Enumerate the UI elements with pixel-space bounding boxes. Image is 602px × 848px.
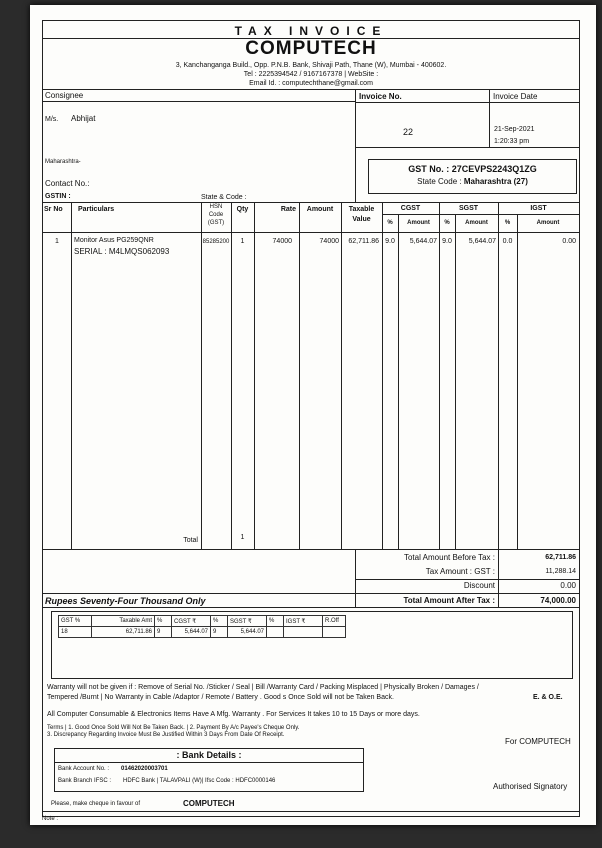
total-before-tax-label: Total Amount Before Tax : [403, 553, 495, 562]
col-igst-amt: Amount [536, 220, 560, 226]
invoice-no-label: Invoice No. [359, 92, 402, 101]
bank-title: : Bank Details : [176, 750, 242, 760]
row-sr: 1 [55, 238, 59, 245]
divider [71, 202, 72, 549]
invoice-date-label: Invoice Date [493, 92, 538, 101]
sum-cell [284, 627, 323, 638]
authorised-signatory: Authorised Signatory [493, 782, 568, 791]
row-igst-amt: 0.00 [562, 238, 576, 245]
divider [43, 593, 579, 594]
term-1: Terms | 1. Good Once Sold Will Not Be Taken Back. | 2. Payment By A/c Payee's Cheque Only. [47, 725, 300, 731]
bank-branch-label: Bank Branch IFSC : [58, 778, 112, 784]
divider [382, 202, 383, 549]
col-sgst: SGST [458, 205, 479, 212]
row-rate: 74000 [272, 238, 292, 245]
tax-amount-label: Tax Amount : GST : [425, 567, 495, 576]
amount-in-words: Rupees Seventy-Four Thousand Only [45, 596, 206, 606]
total-before-tax: 62,711.86 [545, 554, 576, 561]
row-serial: SERIAL : M4LMQS062093 [74, 247, 170, 256]
col-sgst-pct: % [444, 220, 450, 226]
divider [355, 147, 579, 148]
term-2: 3. Discrepancy Regarding Invoice Must Be Justified Within 3 Days From Date Of Receipt. [47, 732, 285, 738]
col-cgst: CGST [400, 205, 421, 212]
contact-label: Contact No.: [45, 179, 90, 188]
company-email: Email Id. : computechthane@gmail.com [249, 80, 373, 87]
invoice-time-value: 1:20:33 pm [494, 138, 530, 145]
divider [498, 202, 499, 549]
gstin-label: GSTIN : [45, 193, 71, 200]
sum-cell: 5,644.07 [228, 627, 267, 638]
divider [43, 101, 355, 102]
gst-no: GST No. : 27CEVPS2243Q1ZG [408, 164, 537, 174]
sum-head: IGST ₹ [284, 616, 323, 627]
state-code-label: State & Code : [201, 194, 247, 201]
divider [43, 89, 579, 90]
discount-value: 0.00 [560, 581, 576, 590]
tax-summary-box [51, 611, 573, 679]
bank-branch: HDFC Bank | TALAVPALI (W)| Ifsc Code : HDFC0000146 [123, 778, 276, 784]
col-igst: IGST [530, 205, 547, 212]
invoice-no-value: 22 [403, 127, 414, 137]
col-igst-pct: % [504, 220, 511, 226]
gst-box [368, 159, 577, 194]
cheque-note: Please, make cheque in favour of [51, 801, 141, 807]
divider [398, 214, 399, 549]
divider [299, 202, 300, 549]
bank-details-box [54, 748, 364, 792]
invoice-frame [42, 20, 580, 817]
document-title: TAX INVOICE [234, 24, 388, 38]
sum-cell [323, 627, 346, 638]
divider [517, 214, 518, 549]
cheque-company: COMPUTECH [183, 799, 235, 808]
consumables-note: All Computer Consumable & Electronics Items Have A Mfg. Warranty . For Services It takes 10 to 15 Days or more days. [47, 711, 420, 718]
for-company: For COMPUTECH [505, 737, 571, 746]
sum-head: % [211, 616, 228, 627]
tax-amount: 11,288.14 [545, 568, 576, 575]
sum-cell: 62,711.86 [92, 627, 155, 638]
divider [201, 202, 202, 549]
sum-head: % [267, 616, 284, 627]
row-item: Monitor Asus PG259QNR [74, 237, 154, 244]
eoe: E. & O.E. [533, 694, 563, 701]
col-taxable-1: Taxable [348, 206, 375, 213]
consignee-prefix: M/s. [45, 116, 59, 123]
sum-cell: 9 [155, 627, 172, 638]
divider [455, 214, 456, 549]
invoice-sheet [30, 5, 596, 825]
note-label: Note : [42, 816, 59, 822]
sum-head: SGST ₹ [228, 616, 267, 627]
col-cgst-pct: % [387, 220, 393, 226]
col-sgst-amt: Amount [465, 220, 488, 226]
col-qty: Qty [236, 206, 249, 213]
col-amount: Amount [306, 206, 334, 213]
col-hsn-1: HSN [209, 204, 223, 210]
total-after-tax: 74,000.00 [540, 596, 576, 605]
row-sgst-pct: 9.0 [442, 238, 452, 245]
bank-account: 01462020003701 [121, 766, 168, 772]
sum-head: CGST ₹ [172, 616, 211, 627]
row-cgst-pct: 9.0 [385, 238, 395, 245]
bank-account-label: Bank Account No. : [58, 766, 110, 772]
divider [341, 202, 342, 549]
col-rate: Rate [280, 206, 296, 213]
col-hsn-2: Code [208, 212, 224, 218]
divider [55, 762, 363, 763]
warranty-terms: Warranty will not be given if : Remove of Serial No. /Sticker / Seal | Bill /Warranty Card / Packing Misplaced | Physically Broken / Damages / Tempered /Burnt | No Warranty in Cable /Adaptor / Remote / Battery . Good s Once Sold will not be Taken Back. [47, 684, 479, 701]
total-after-tax-label: Total Amount After Tax : [403, 596, 495, 605]
invoice-date-value: 21-Sep-2021 [494, 126, 535, 133]
company-tel: Tel : 2225394542 / 9167167378 | WebSite : [243, 71, 379, 78]
row-amount: 74000 [319, 238, 339, 245]
col-cgst-amt: Amount [407, 220, 430, 226]
sum-cell [267, 627, 284, 638]
tax-summary-table [58, 615, 346, 638]
consignee-state: Maharashtra- [45, 159, 81, 165]
col-particulars: Particulars [78, 206, 115, 213]
col-sr: Sr No [44, 206, 63, 213]
sum-head: R.Off [323, 616, 346, 627]
row-igst-pct: 0.0 [502, 238, 513, 245]
col-hsn-3: (GST) [207, 220, 225, 226]
sum-cell: 9 [211, 627, 228, 638]
row-cgst-amt: 5,644.07 [409, 238, 437, 245]
company-name: COMPUTECH [245, 38, 377, 59]
divider [254, 202, 255, 549]
divider [355, 579, 579, 580]
divider [43, 811, 579, 812]
gst-state-code: State Code : Maharashtra (27) [417, 177, 528, 186]
divider [355, 89, 356, 202]
divider [43, 232, 579, 233]
sum-head: Taxable Amt [92, 616, 155, 627]
divider [231, 202, 232, 549]
total-qty: 1 [240, 534, 245, 541]
total-label: Total [183, 537, 198, 544]
row-hsn: 85285200 [202, 239, 230, 245]
divider [439, 202, 440, 549]
row-sgst-amt: 5,644.07 [468, 238, 496, 245]
divider [382, 214, 579, 215]
consignee-name: Abhijat [71, 114, 96, 123]
sum-head: GST % [59, 616, 92, 627]
row-taxable: 62,711.86 [348, 238, 379, 245]
sum-cell: 5,644.07 [172, 627, 211, 638]
col-taxable-2: Value [352, 216, 371, 223]
divider [43, 607, 579, 608]
consignee-label: Consignee [45, 91, 84, 100]
sum-cell: 18 [59, 627, 92, 638]
discount-label: Discount [463, 581, 495, 590]
sum-head: % [155, 616, 172, 627]
divider [355, 102, 579, 103]
company-address: 3, Kanchanganga Build., Opp. P.N.B. Bank, Shivaji Path, Thane (W), Mumbai - 400602. [175, 62, 447, 69]
divider [489, 89, 490, 147]
row-qty: 1 [240, 238, 245, 245]
